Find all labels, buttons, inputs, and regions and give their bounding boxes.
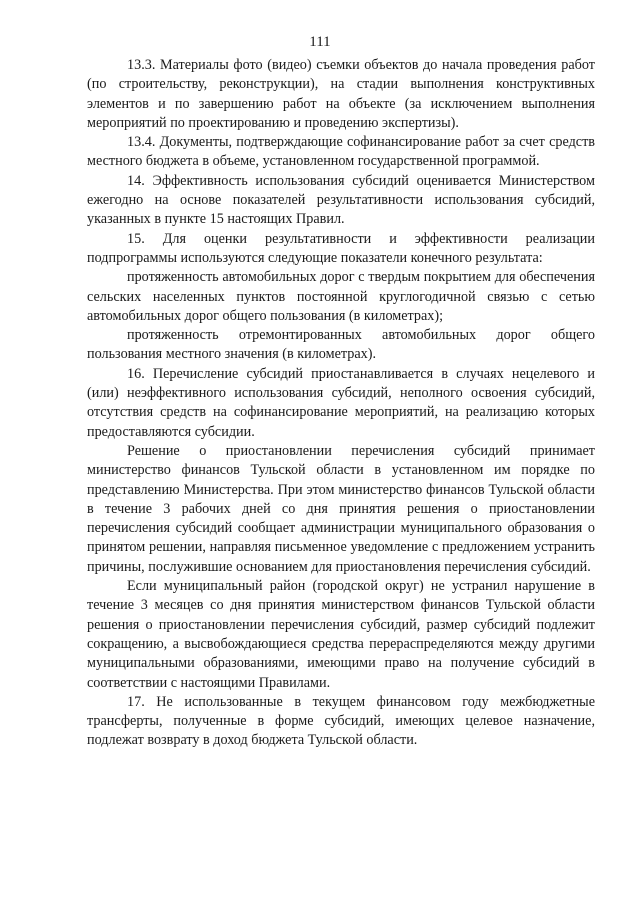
paragraph-13-4: 13.4. Документы, подтверждающие софинансирование работ за счет средств местного бюджета в объеме, установленном государственной программой. [87,134,595,170]
paragraph-15: 15. Для оценки результативности и эффективности реализации подпрограммы используются следующие показатели конечного результата: [87,230,595,266]
page-number: 111 [309,34,331,50]
reduction-paragraph: Если муниципальный район (городской округ) не устранил нарушение в течение 3 месяцев со дня принятия министерством финансов Тульской области решения о приостановлении перечисления субсидий, размер субсидий подлежит сокращению, а высвобождающиеся средства перераспределяются между другими муниципальными образованиями, имеющими право на получение субсидий в соответствии с настоящими Правилами. [87,578,595,691]
paragraph-16: 16. Перечисление субсидий приостанавливается в случаях нецелевого и (или) неэффективного использования субсидий, неполного освоения субсидий, отсутствия средств на софинансирование мероприятий, на реализацию которых предоставляются субсидии. [87,365,595,440]
paragraph-13-3: 13.3. Материалы фото (видео) съемки объектов до начала проведения работ (по строительству, реконструкции), на стадии выполнения конструктивных элементов и по завершению работ на объекте (за исключением выполнения мероприятий по проектированию и проведению экспертизы). [87,57,595,131]
indicator-rural-roads: протяженность автомобильных дорог с твердым покрытием для обеспечения сельских населенных пунктов постоянной круглогодичной связью с сетью автомобильных дорог общего пользования (в километрах); [87,269,595,324]
paragraph-14: 14. Эффективность использования субсидий оценивается Министерством ежегодно на основе показателей результативности использования субсидий, указанных в пункте 15 настоящих Правил. [87,172,595,228]
indicator-repaired-roads: протяженность отремонтированных автомобильных дорог общего пользования местного значения (в километрах). [87,327,595,363]
paragraph-17: 17. Не использованные в текущем финансовом году межбюджетные трансферты, полученные в форме субсидий, имеющих целевое назначение, подлежат возврату в доход бюджета Тульской области. [87,693,595,749]
suspension-decision-paragraph: Решение о приостановлении перечисления субсидий принимает министерство финансов Тульской области в установленном им порядке по представлению Министерства. При этом министерство финансов Тульской области в течение 3 рабочих дней со дня принятия решения о приостановлении перечисления субсидий сообщает администрации муниципального образования о принятом решении, направляя письменное уведомление с предложением устранить причины, послужившие основанием для приостановления перечисления субсидий. [87,442,595,575]
document-body [87,56,595,751]
